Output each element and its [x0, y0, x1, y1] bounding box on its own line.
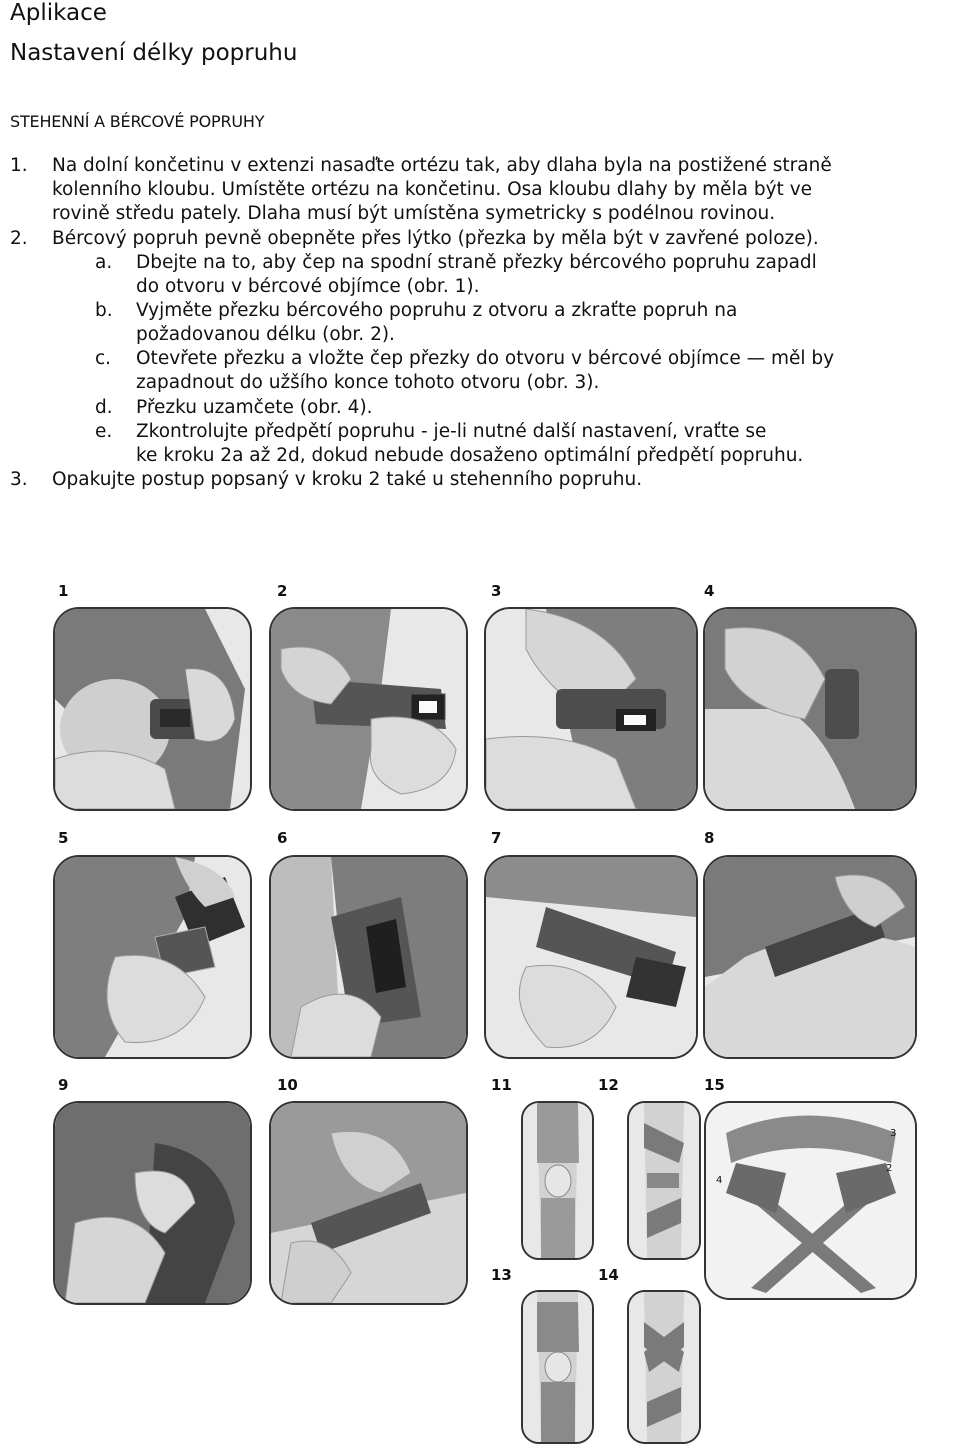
substep-letter: b. [95, 300, 113, 321]
figure-label: 5 [58, 829, 69, 847]
figure-15-callout-label: 4 [716, 1175, 723, 1186]
substep-text: ke kroku 2a až 2d, dokud nebude dosaženo optimální předpětí popruhu. [136, 445, 804, 466]
substep-text: Zkontrolujte předpětí popruhu - je-li nutné další nastavení, vraťte se [136, 421, 767, 442]
substep-letter: a. [95, 252, 113, 273]
figure-8-photo [703, 855, 917, 1059]
figure-label: 14 [598, 1266, 619, 1284]
substep-letter: d. [95, 397, 113, 418]
substep-text: Vyjměte přezku bércového popruhu z otvoru a zkraťte popruh na [136, 300, 738, 321]
substep-text: do otvoru v bércové objímce (obr. 1). [136, 276, 480, 297]
figure-2-photo [269, 607, 468, 811]
figure-13-photo [521, 1290, 594, 1444]
step-number: 3. [10, 469, 28, 490]
figure-12-photo [627, 1101, 701, 1260]
figure-label: 1 [58, 582, 69, 600]
figure-4-photo [703, 607, 917, 811]
figure-label: 11 [491, 1076, 512, 1094]
step-number: 2. [10, 228, 28, 249]
section-title: Nastavení délky popruhu [10, 40, 298, 66]
figure-6-photo [269, 855, 468, 1059]
figure-15-callout-label: 3 [890, 1128, 897, 1139]
step-text: rovině středu pately. Dlaha musí být umístěna symetricky s podélnou rovinou. [52, 203, 776, 224]
substep-letter: e. [95, 421, 113, 442]
substep-text: zapadnout do užšího konce tohoto otvoru (obr. 3). [136, 372, 600, 393]
figure-14-photo [627, 1290, 701, 1444]
figure-label: 15 [704, 1076, 725, 1094]
substep-letter: c. [95, 348, 112, 369]
step-text: Bércový popruh pevně obepněte přes lýtko (přezka by měla být v zavřené poloze). [52, 228, 819, 249]
substep-text: Otevřete přezku a vložte čep přezky do otvoru v bércové objímce — měl by [136, 348, 835, 369]
page-title: Aplikace [10, 0, 107, 26]
step-text: Opakujte postup popsaný v kroku 2 také u stehenního popruhu. [52, 469, 643, 490]
step-number: 1. [10, 155, 28, 176]
figure-label: 9 [58, 1076, 69, 1094]
figure-label: 4 [704, 582, 715, 600]
figure-label: 7 [491, 829, 502, 847]
figure-15-callout-label: 2 [886, 1163, 893, 1174]
figure-1-photo [53, 607, 252, 811]
step-text: kolenního kloubu. Umístěte ortézu na končetinu. Osa kloubu dlahy by měla být ve [52, 179, 813, 200]
step-text: Na dolní končetinu v extenzi nasaďte ortézu tak, aby dlaha byla na postižené straně [52, 155, 832, 176]
figure-label: 3 [491, 582, 502, 600]
figure-label: 8 [704, 829, 715, 847]
substep-text: Přezku uzamčete (obr. 4). [136, 397, 373, 418]
figure-11-photo [521, 1101, 594, 1260]
figure-label: 12 [598, 1076, 619, 1094]
substep-text: požadovanou délku (obr. 2). [136, 324, 395, 345]
figure-3-photo [484, 607, 698, 811]
figure-7-photo [484, 855, 698, 1059]
figure-label: 13 [491, 1266, 512, 1284]
figure-15-photo [704, 1101, 917, 1300]
figure-label: 2 [277, 582, 288, 600]
figure-label: 6 [277, 829, 288, 847]
substep-text: Dbejte na to, aby čep na spodní straně přezky bércového popruhu zapadl [136, 252, 817, 273]
subsection-title: STEHENNÍ A BÉRCOVÉ POPRUHY [10, 112, 265, 131]
figure-9-photo [53, 1101, 252, 1305]
figure-5-photo [53, 855, 252, 1059]
figure-10-photo [269, 1101, 468, 1305]
figure-label: 10 [277, 1076, 298, 1094]
